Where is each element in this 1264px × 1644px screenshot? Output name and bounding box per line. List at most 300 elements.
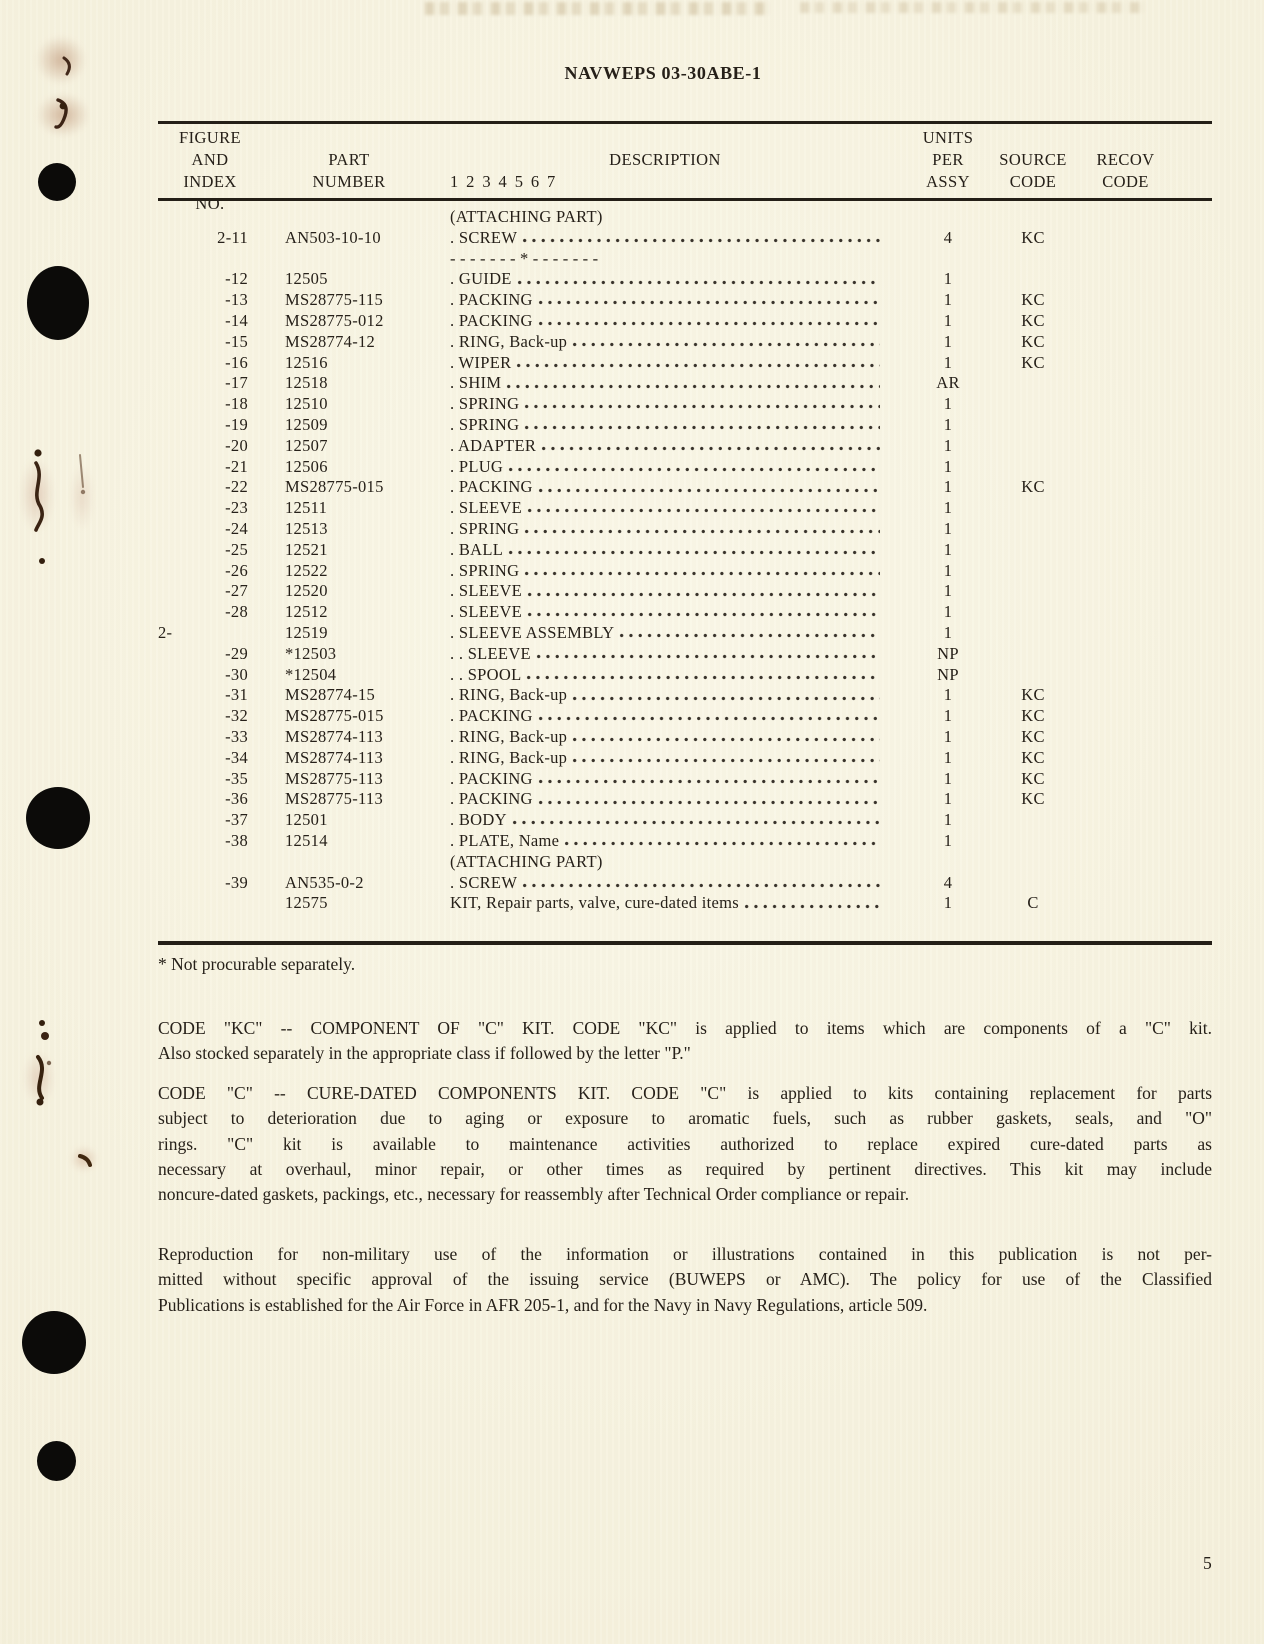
cell-source-code: KC — [1021, 789, 1045, 809]
cell-recov-code — [1078, 394, 1173, 415]
cell-figure-index: -32 — [225, 706, 248, 726]
cell-description — [413, 332, 908, 353]
cell-source-code — [988, 644, 1078, 665]
cell-recov-code — [1078, 519, 1173, 540]
cell-part-number: MS28774-15 — [285, 685, 376, 705]
cell-recov-code — [1078, 290, 1173, 311]
cell-description — [413, 290, 908, 311]
table-row — [158, 602, 1212, 623]
cell-units-per-assy: 1 — [943, 352, 953, 372]
table-row — [158, 207, 1212, 228]
cell-part-number: MS28774-12 — [285, 331, 376, 351]
description-text: . PLUG — [450, 456, 504, 476]
cell-figure-index: -17 — [225, 373, 248, 393]
table-row — [158, 727, 1212, 748]
table-row — [158, 893, 1212, 914]
dot-leader — [570, 727, 880, 748]
cell-units-per-assy: 1 — [943, 789, 953, 809]
paragraph-line: Also stocked separately in the appropriate class if followed by the letter "P." — [158, 1043, 691, 1064]
table-row — [158, 436, 1212, 457]
paragraph-line: Publications is established for the Air Force in AFR 205-1, and for the Navy in Navy Regulations, article 509. — [158, 1294, 928, 1315]
cell-description — [413, 477, 908, 498]
cell-units-per-assy: AR — [936, 373, 960, 393]
cell-part-number: MS28775-015 — [285, 477, 384, 497]
cell-source-code — [988, 665, 1078, 686]
cell-part-number: 12519 — [285, 622, 328, 642]
table-row — [158, 644, 1212, 665]
cell-units-per-assy: 1 — [943, 747, 953, 767]
description-text: . GUIDE — [450, 269, 512, 289]
cell-recov-code — [1078, 769, 1173, 790]
cell-source-code — [988, 394, 1078, 415]
dot-leader — [617, 623, 880, 644]
cell-description — [413, 498, 908, 519]
cell-part-number: 12506 — [285, 456, 328, 476]
dot-leader — [536, 789, 880, 810]
cell-units-per-assy — [908, 207, 988, 228]
cell-recov-code — [1078, 581, 1173, 602]
paragraph-line: subject to deterioration due to aging or exposure to aromatic fuels, such as rubber gaskets, seals, and "O" — [158, 1108, 1212, 1129]
cell-recov-code — [1078, 810, 1173, 831]
cell-source-code: KC — [1021, 310, 1045, 330]
cell-description — [413, 831, 908, 852]
description-text: . SLEEVE ASSEMBLY — [450, 622, 615, 642]
cell-figure-index: -14 — [225, 310, 248, 330]
cell-recov-code — [1078, 789, 1173, 810]
description-text: . PACKING — [450, 477, 533, 497]
cell-source-code: C — [1027, 893, 1039, 913]
cell-units-per-assy: 1 — [943, 477, 953, 497]
cell-figure-index: -36 — [225, 789, 248, 809]
cell-description — [413, 706, 908, 727]
cell-figure-index: -20 — [225, 435, 248, 455]
cell-source-code — [988, 561, 1078, 582]
cell-units-per-assy: 1 — [943, 456, 953, 476]
ink-smudge-halo — [66, 1142, 102, 1176]
cell-recov-code — [1078, 561, 1173, 582]
cell-description — [413, 436, 908, 457]
ink-smudge-halo — [66, 452, 98, 542]
description-text: . PLATE, Name — [450, 830, 560, 850]
cell-units-per-assy: 1 — [943, 602, 953, 622]
cell-source-code — [988, 623, 1078, 644]
cell-description — [413, 623, 908, 644]
table-row — [158, 290, 1212, 311]
cell-recov-code — [1078, 353, 1173, 374]
cell-recov-code — [1078, 602, 1173, 623]
table-row — [158, 269, 1212, 290]
description-text: . ADAPTER — [450, 435, 537, 455]
paragraph-line: noncure-dated gaskets, packings, etc., necessary for reassembly after Technical Order compliance or repair. — [158, 1184, 910, 1205]
cell-description — [413, 457, 908, 478]
cell-recov-code — [1078, 457, 1173, 478]
cell-figure-index: -28 — [225, 602, 248, 622]
cell-units-per-assy: NP — [937, 643, 959, 663]
cell-part-number: MS28774-113 — [285, 726, 384, 746]
cell-recov-code — [1078, 893, 1173, 914]
cell-recov-code — [1078, 477, 1173, 498]
cell-figure-index: -19 — [225, 414, 248, 434]
cell-recov-code — [1078, 207, 1173, 228]
cell-part-number: *12504 — [285, 664, 337, 684]
cell-source-code — [988, 498, 1078, 519]
cell-description — [413, 561, 908, 582]
parts-table-header — [158, 127, 1212, 213]
description-text: . . SPOOL — [450, 664, 522, 684]
cell-description — [413, 665, 908, 686]
cell-units-per-assy: 1 — [943, 518, 953, 538]
cell-recov-code — [1078, 644, 1173, 665]
table-row — [158, 623, 1212, 644]
cell-units-per-assy: 4 — [943, 227, 953, 247]
ink-smudge-halo — [14, 445, 60, 545]
dot-leader — [539, 436, 880, 457]
table-rule-bottom — [158, 941, 1212, 945]
cell-description — [413, 581, 908, 602]
cell-units-per-assy: 1 — [943, 394, 953, 414]
cell-description — [413, 519, 908, 540]
cell-recov-code — [1078, 852, 1173, 873]
cell-source-code — [988, 852, 1078, 873]
cell-part-number: 12520 — [285, 581, 328, 601]
cell-figure-index: -12 — [225, 269, 248, 289]
cell-source-code — [988, 373, 1078, 394]
description-text: . PACKING — [450, 290, 533, 310]
ink-smudge-halo — [18, 1042, 60, 1114]
dot-leader — [506, 457, 880, 478]
cell-figure-index — [158, 852, 248, 873]
column-header-units-per-assy: UNITS PER ASSY — [922, 128, 974, 191]
cell-figure-index: -25 — [225, 539, 248, 559]
table-row — [158, 249, 1212, 270]
cell-units-per-assy: 1 — [943, 622, 953, 642]
cell-part-number: MS28774-113 — [285, 747, 384, 767]
cell-description — [413, 311, 908, 332]
table-row — [158, 415, 1212, 436]
cell-recov-code — [1078, 685, 1173, 706]
cell-description — [413, 394, 908, 415]
description-text: . PACKING — [450, 768, 533, 788]
cell-figure-index: -38 — [225, 830, 248, 850]
description-text: . SLEEVE — [450, 602, 523, 622]
bleedthrough-text-mark — [425, 2, 770, 15]
table-row — [158, 457, 1212, 478]
dot-leader — [536, 290, 880, 311]
description-text: . WIPER — [450, 352, 512, 372]
cell-part-number: 12505 — [285, 269, 328, 289]
cell-part-number: 12511 — [285, 498, 328, 518]
hole-punch-dot — [38, 163, 76, 201]
dot-leader — [742, 893, 880, 914]
cell-source-code: KC — [1021, 352, 1045, 372]
cell-figure-index: 2- — [158, 622, 173, 642]
cell-description — [413, 540, 908, 561]
cell-recov-code — [1078, 540, 1173, 561]
description-text: KIT, Repair parts, valve, cure-dated items — [450, 893, 740, 913]
dot-leader — [522, 415, 880, 436]
cell-source-code: KC — [1021, 706, 1045, 726]
cell-description — [413, 748, 908, 769]
cell-part-number: MS28775-115 — [285, 290, 384, 310]
cell-part-number — [248, 207, 413, 228]
cell-source-code — [988, 831, 1078, 852]
dot-leader — [536, 706, 880, 727]
cell-description — [413, 228, 908, 249]
cell-part-number: 12509 — [285, 414, 328, 434]
table-row — [158, 353, 1212, 374]
cell-figure-index — [158, 249, 248, 270]
cell-description — [413, 415, 908, 436]
table-row — [158, 810, 1212, 831]
description-text: . RING, Back-up — [450, 331, 568, 351]
cell-part-number: 12522 — [285, 560, 328, 580]
table-row — [158, 228, 1212, 249]
table-row — [158, 873, 1212, 894]
cell-recov-code — [1078, 436, 1173, 457]
table-row — [158, 831, 1212, 852]
cell-figure-index: -13 — [225, 290, 248, 310]
ink-squiggle-mark — [60, 1138, 110, 1183]
column-header-part-number: PART NUMBER — [312, 150, 386, 191]
cell-recov-code — [1078, 727, 1173, 748]
cell-description — [413, 207, 908, 228]
cell-figure-index: -18 — [225, 394, 248, 414]
dot-leader — [510, 810, 880, 831]
footnote: * Not procurable separately. — [158, 954, 356, 974]
table-row — [158, 477, 1212, 498]
cell-description — [413, 269, 908, 290]
cell-description — [413, 249, 908, 270]
cell-figure-index: -37 — [225, 810, 248, 830]
cell-part-number: 12501 — [285, 810, 328, 830]
cell-source-code: KC — [1021, 477, 1045, 497]
cell-source-code — [988, 519, 1078, 540]
cell-recov-code — [1078, 498, 1173, 519]
cell-recov-code — [1078, 311, 1173, 332]
table-row — [158, 373, 1212, 394]
cell-description — [413, 353, 908, 374]
cell-figure-index — [158, 207, 248, 228]
dot-leader — [522, 519, 880, 540]
cell-part-number: 12510 — [285, 394, 328, 414]
cell-part-number: 12516 — [285, 352, 328, 372]
description-text: . RING, Back-up — [450, 726, 568, 746]
dot-leader — [570, 685, 880, 706]
cell-source-code: KC — [1021, 768, 1045, 788]
cell-source-code — [988, 602, 1078, 623]
cell-part-number: MS28775-015 — [285, 706, 384, 726]
cell-units-per-assy: 1 — [943, 581, 953, 601]
dot-leader — [570, 748, 880, 769]
paragraph-line: Reproduction for non-military use of the information or illustrations contained in this publication is not per- — [158, 1244, 1212, 1264]
paragraph-line: rings. "C" kit is available to maintenance activities authorized to replace expired cure-dated parts as — [158, 1133, 1212, 1154]
cell-figure-index: -24 — [225, 518, 248, 538]
cell-part-number: AN503-10-10 — [285, 227, 381, 247]
table-row — [158, 540, 1212, 561]
paragraph-line: necessary at overhaul, minor repair, or other times as required by pertinent directives. This kit may include — [158, 1158, 1212, 1179]
paragraph-line: CODE "KC" -- COMPONENT OF "C" KIT. CODE "KC" is applied to items which are components of a "C" kit. — [158, 1018, 1212, 1038]
cell-recov-code — [1078, 249, 1173, 270]
cell-recov-code — [1078, 228, 1173, 249]
hole-punch-dot — [26, 787, 90, 849]
column-header-description: DESCRIPTION 1 2 3 4 5 6 7 — [450, 150, 721, 191]
cell-units-per-assy: 1 — [943, 830, 953, 850]
table-row — [158, 685, 1212, 706]
column-header-recov-code: RECOV CODE — [1096, 150, 1155, 191]
cell-part-number: MS28775-113 — [285, 768, 384, 788]
description-text: . PACKING — [450, 310, 533, 330]
cell-source-code — [988, 540, 1078, 561]
cell-units-per-assy: 1 — [943, 435, 953, 455]
cell-units-per-assy: 1 — [943, 290, 953, 310]
cell-source-code: KC — [1021, 227, 1045, 247]
cell-units-per-assy: 1 — [943, 269, 953, 289]
table-row — [158, 561, 1212, 582]
dot-leader — [520, 873, 880, 894]
cell-units-per-assy — [908, 249, 988, 270]
dot-leader — [525, 498, 880, 519]
ink-smudge-halo — [28, 86, 98, 144]
code-c-paragraph — [158, 1081, 1212, 1207]
cell-part-number: MS28775-012 — [285, 310, 384, 330]
table-row — [158, 332, 1212, 353]
column-header-figure-index: FIGURE AND INDEX NO. — [179, 128, 241, 213]
cell-recov-code — [1078, 665, 1173, 686]
dot-leader — [536, 769, 880, 790]
cell-figure-index: -34 — [225, 747, 248, 767]
cell-units-per-assy: 1 — [943, 498, 953, 518]
cell-units-per-assy: 1 — [943, 685, 953, 705]
hole-punch-dot — [27, 266, 89, 340]
description-text: . SPRING — [450, 414, 520, 434]
description-text: . SLEEVE — [450, 498, 523, 518]
cell-description — [413, 852, 908, 873]
cell-part-number: 12518 — [285, 373, 328, 393]
table-row — [158, 789, 1212, 810]
table-rule-header — [158, 198, 1212, 201]
reproduction-notice-paragraph — [158, 1242, 1212, 1318]
cell-part-number: 12512 — [285, 602, 328, 622]
cell-units-per-assy: 1 — [943, 726, 953, 746]
paragraph-line: CODE "C" -- CURE-DATED COMPONENTS KIT. CODE "C" is applied to kits containing replacement for parts — [158, 1083, 1212, 1103]
cell-figure-index: -16 — [225, 352, 248, 372]
description-text: . PACKING — [450, 706, 533, 726]
table-row — [158, 852, 1212, 873]
page-number: 5 — [1203, 1553, 1212, 1573]
dot-leader — [504, 373, 880, 394]
cell-description — [413, 893, 908, 914]
cell-part-number: 12514 — [285, 830, 328, 850]
hole-punch-dot — [22, 1311, 86, 1374]
ink-squiggle-mark — [0, 430, 120, 580]
dot-leader — [506, 540, 880, 561]
bleedthrough-text-mark — [800, 2, 1145, 13]
cell-description — [413, 685, 908, 706]
dot-leader — [525, 602, 880, 623]
dot-leader — [570, 332, 880, 353]
cell-source-code — [988, 415, 1078, 436]
cell-figure-index: -27 — [225, 581, 248, 601]
cell-figure-index: -23 — [225, 498, 248, 518]
description-text: . SHIM — [450, 373, 502, 393]
hole-punch-dot — [37, 1441, 76, 1481]
cell-source-code: KC — [1021, 726, 1045, 746]
cell-figure-index: -30 — [225, 664, 248, 684]
cell-figure-index: -21 — [225, 456, 248, 476]
cell-recov-code — [1078, 623, 1173, 644]
column-header-source-code: SOURCE CODE — [999, 150, 1067, 191]
dot-leader — [514, 353, 880, 374]
paragraph-line: mitted without specific approval of the issuing service (BUWEPS or AMC). The policy for use of the Classified — [158, 1269, 1212, 1290]
cell-source-code — [988, 269, 1078, 290]
cell-description — [413, 373, 908, 394]
parts-table-body — [158, 207, 1212, 914]
cell-source-code: KC — [1021, 685, 1045, 705]
dot-leader — [534, 644, 880, 665]
cell-figure-index: 2-11 — [217, 227, 248, 247]
cell-recov-code — [1078, 373, 1173, 394]
cell-part-number: 12521 — [285, 539, 328, 559]
dot-leader — [520, 228, 880, 249]
cell-source-code — [988, 436, 1078, 457]
cell-source-code — [988, 249, 1078, 270]
cell-description — [413, 873, 908, 894]
cell-figure-index: -29 — [225, 643, 248, 663]
cell-recov-code — [1078, 748, 1173, 769]
cell-part-number: 12513 — [285, 518, 328, 538]
table-row — [158, 394, 1212, 415]
dot-leader — [525, 581, 880, 602]
cell-figure-index: -15 — [225, 331, 248, 351]
cell-units-per-assy: 4 — [943, 872, 953, 892]
table-row — [158, 581, 1212, 602]
description-text: . PACKING — [450, 789, 533, 809]
cell-units-per-assy: 1 — [943, 706, 953, 726]
description-text: . . SLEEVE — [450, 643, 531, 663]
dot-leader — [536, 311, 880, 332]
description-text: . RING, Back-up — [450, 747, 568, 767]
description-text: . BALL — [450, 539, 504, 559]
cell-figure-index: -33 — [225, 726, 248, 746]
cell-description — [413, 727, 908, 748]
cell-recov-code — [1078, 269, 1173, 290]
cell-part-number: 12507 — [285, 435, 328, 455]
description-text: . BODY — [450, 810, 507, 830]
dot-leader — [515, 269, 880, 290]
cell-units-per-assy: 1 — [943, 893, 953, 913]
cell-source-code: KC — [1021, 290, 1045, 310]
dot-leader — [562, 831, 880, 852]
cell-recov-code — [1078, 415, 1173, 436]
cell-recov-code — [1078, 332, 1173, 353]
cell-source-code — [988, 457, 1078, 478]
cell-description — [413, 769, 908, 790]
cell-source-code — [988, 873, 1078, 894]
description-text: . SLEEVE — [450, 581, 523, 601]
ink-squiggle-mark — [0, 0, 120, 160]
cell-source-code — [988, 581, 1078, 602]
table-row — [158, 519, 1212, 540]
cell-source-code — [988, 207, 1078, 228]
cell-description — [413, 789, 908, 810]
code-kc-paragraph — [158, 1016, 1212, 1067]
ink-smudge-halo — [28, 28, 94, 92]
cell-figure-index — [158, 893, 248, 914]
cell-figure-index: -31 — [225, 685, 248, 705]
description-text: (ATTACHING PART) — [450, 207, 603, 226]
cell-source-code: KC — [1021, 747, 1045, 767]
cell-units-per-assy: 1 — [943, 310, 953, 330]
